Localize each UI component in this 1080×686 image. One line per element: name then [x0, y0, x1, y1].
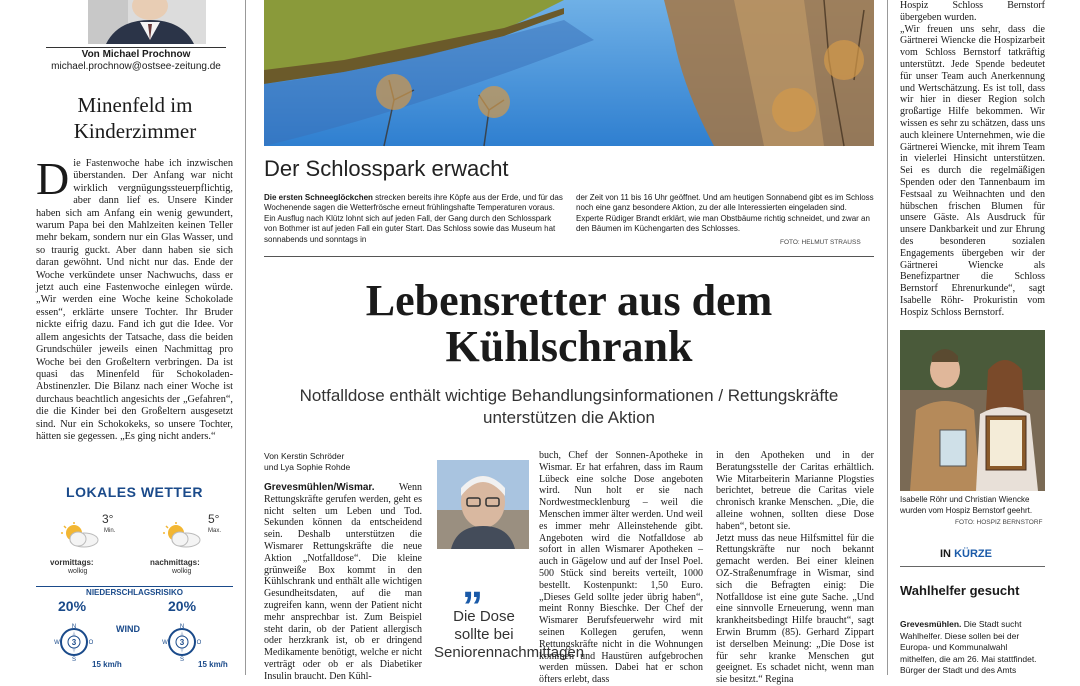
in-brief-divider — [900, 566, 1045, 567]
wind-speed-morning: 15 km/h — [92, 660, 122, 669]
wind-force-morning: 3 — [71, 638, 77, 647]
caption-lead: Die ersten Schneeglöckchen — [264, 193, 373, 202]
article-byline: Von Kerstin Schröder und Lya Sophie Rohde — [264, 451, 351, 472]
compass-n-label: N — [179, 624, 185, 630]
afternoon-period: nachmittags: — [150, 558, 200, 567]
quote-icon: „ — [462, 559, 483, 606]
local-weather-box — [36, 484, 233, 669]
caption-text: strecken bereits ihre Köpfe aus der Erde, und für das Wochenende sagen die Wetterfrösche erneut frühlingshafte Temperaturen voraus. Ein Ausflug nach Klütz lohnt sich auf jeden Fall, der Gang durch den Schlosspark von Bothmer ist auf jeden Fall ein guter Start. Das Schloss sowie das Museum hat sonnabends und sonntags in — [264, 193, 563, 244]
brief-dateline: Grevesmühlen. — [900, 619, 962, 629]
morning-condition: wolkig — [68, 568, 88, 575]
article-dateline: Grevesmühlen/Wismar. — [264, 482, 375, 493]
in-brief-label — [940, 548, 992, 560]
compass-morning-icon — [54, 622, 94, 662]
column-title: Minenfeld im Kinderzimmer — [73, 93, 197, 143]
column-body-text: ie Fastenwoche habe ich inzwischen überstanden. Der Anfang war nicht wirklich vergnügungssteuerpflichtig, aber dann lief es. Unsere Kinder haben sich am Anfang ein wenig gewundert, warum Papa bei den Mahlzeiten keinen Teller mehr bekam, sondern nur ein Glas Wasser, und so traurig guckt. Aber dann haben sie sich daran gewöhnt. Und nicht nur das. Ende der Woche verkündete unser Nachwuchs, dass er jetzt auch eine Fastenwoche einlegen würde. „Wir werden eine Woche keine Schokolade essen“, erklärte unsere Tochter. Ihr Bruder nickte eifrig dazu. Fand ich gut die Idee. Vor allem angesichts der Tatsache, dass die beiden Grundschüler jeweils einen Nachmittag pro Woche bei den Großeltern verbringen. Da ist quasi das Minenfeld für Schokoladen-Abstinenzler. Die Bilanz nach einer Woche ist durchaus beachtlich angesichts der „Gefahren“, die die Kinder bei den Großeltern ausgesetzt sind. Nur ein Schokokeks, so unsere Tochter, hätten sie gegessen. „Es ging nicht anders.“ — [36, 158, 233, 442]
photo-caption-left — [264, 193, 564, 245]
cloud-sun-icon — [60, 522, 100, 548]
article-column-4: in den Apotheken und in der Beratungsstelle der Caritas erhältlich. Wie Mitarbeiterin Marianne Plogsties berichtet, betreue die Caritas viele chronisch kranke Menschen. „Die, die alleine wohnen, sollten diese Dose haben“, betont sie. Jetzt muss das neue Hilfsmittel für die Rettungskräfte nur noch bekannt gemacht werden. Bei einer kleinen OZ-Straßenumfrage in Wismar, sind sich die Befragten einig: Die Notfalldose ist eine gute Sache. „Und eine sinnvolle Erneuerung, wenn man krankheitsbedingt Hilfe braucht“, sagt Erwin Brumm (85). Gerhard Zippart ist derselben Meinung: „Die Dose ist für sehr kranke Menschen gut geeignet. Es schadet nicht, wenn man sie besitzt.“ Regina — [716, 450, 874, 686]
hospiz-photo-credit: FOTO: HOSPIZ BERNSTORF — [955, 519, 1043, 526]
article-col1-text: Wenn Rettungskräfte gerufen werden, geht es nicht selten um Leben und Tod. Sekunden können da entscheidend sein. Deshalb unterstützen die Wismarer Rettungskräfte die neue Aktion „Notfalldose“. Die kleine grünweiße Box kommt in den Kühlschrank und enthält alle wichtigen Gesundheitsdaten, auf die man zugreifen kann, wenn der Patient nicht mehr ansprechbar ist. Zum Beispiel steht darin, ob der Patient allergisch oder herzkrank ist, ob er dringend Medikamente benötigt, welche er nicht verträgt oder ob er als Diabetiker Insulin braucht. Den Kühl- — [264, 482, 422, 682]
compass-afternoon-icon — [162, 622, 202, 662]
weather-afternoon — [136, 508, 232, 588]
wind-speed-afternoon: 15 km/h — [198, 660, 228, 669]
afternoon-temp-label: Max. — [208, 528, 222, 534]
senior-portrait — [437, 460, 529, 549]
precip-afternoon: 20% — [168, 598, 197, 614]
hospiz-photo — [900, 330, 1045, 491]
schlosspark-photo — [264, 0, 874, 146]
pull-quote: Die Dose sollte bei Seniorennachmittagen — [434, 608, 585, 661]
article-column-1 — [264, 482, 422, 683]
compass-w-label: W — [162, 640, 168, 646]
morning-period: vormittags: — [50, 558, 94, 567]
wind-force-afternoon: 3 — [179, 638, 185, 647]
precip-label: NIEDERSCHLAGSRISIKO — [36, 586, 233, 597]
column-divider — [245, 0, 246, 675]
in-brief-prefix: IN — [940, 548, 955, 560]
weather-morning — [36, 508, 132, 588]
article-headline: Lebensretter aus dem Kühlschrank — [365, 276, 773, 371]
compass-n-label: N — [71, 624, 77, 630]
author-portrait — [88, 0, 206, 44]
article-subhead: Notfalldose enthält wichtige Behandlungsinformationen / Rettungskräfte unterstützen die Aktion — [299, 386, 839, 427]
in-brief-accent: KÜRZE — [954, 548, 992, 560]
compass-o-label: O — [88, 640, 94, 646]
hospiz-article-text: Hospiz Schloss Bernstorf übergeben wurden. „Wir freuen uns sehr, dass die Gärtnerei Wiencke die Hospizarbeit vom Schloss Bernstorf tatkräftig unterstützt. Jede Spende bedeutet für unser Team auch Anerkennung und Wertschätzung. Es ist toll, dass wir hier in dieser Region solch großartige Hilfe bekommen. Wir wissen es sehr zu schätzen, dass uns auch kleinere Unternehmen, wie die Gärtnerei Wiencke, mit ihrem Team in vielerlei Hinsicht unterstützen. Sei es durch die regelmäßigen Spenden oder den Tannenbaum im Festsaal zu Weihnachten und den hübschen frischen Blumen für unsere Gäste. Als Ausdruck für unsere Dankbarkeit und zur Ehrung des besonderen sozialen Engagements übergeben wir der Gärtnerei Wiencke als Benefizpartner die Schloss Bernstorf Ehrenurkunde“, sagt Isabelle Röhr- Prokuristin vom Hospiz Schloss Bernstorf. — [900, 0, 1045, 318]
author-byline — [46, 47, 226, 73]
afternoon-temp: 5° — [208, 512, 220, 526]
author-name: Von Michael Prochnow — [81, 49, 191, 60]
photo-credit: FOTO: HELMUT STRAUSS — [780, 239, 861, 246]
hospiz-photo-caption: Isabelle Röhr und Christian Wiencke wurden vom Hospiz Bernstorf geehrt. — [900, 495, 1033, 515]
precip-morning: 20% — [58, 598, 87, 614]
weather-title: LOKALES WETTER — [66, 484, 203, 500]
morning-temp: 3° — [102, 512, 114, 526]
brief-body-text: Die Stadt sucht Wahlhelfer. Diese sollen bei der Europa- und Kommunalwahl mithelfen, die am 26. Mai stattfindet. Bürger der Stadt und des Amts — [900, 619, 1037, 675]
article-column-3: buch, Chef der Sonnen-Apotheke in Wismar. Er hat erfahren, dass im Raum Lübeck eine solche Dose angeboten wird. Nun holt er sie nach Nordwestmecklenburg – weil die Menschen immer älter werden. Und weil es immer mehr Alleinstehende gibt. Angeboten wird die Notfalldose ab sofort in allen Wismarer Apotheken – auch in Gägelow und auf der Insel Poel. 500 Stück sind bereits verteilt, 1000 bestellt. Kostenpunkt: 1,50 Euro. „Dieses Geld sollte jeder übrig haben“, meint Ronny Bieschke. Der Chef der Wismarer Berufsfeuerwehr wird mit seinen Kollegen gerufen, wenn Rettungskräfte nicht in die Wohnungen kommen und Haustüren aufgebrochen werden müssen. Dabei hat er schon öfters erlebt, dass — [539, 450, 703, 686]
compass-w-label: W — [54, 640, 60, 646]
compass-s-label: S — [71, 657, 77, 663]
brief-headline: Wahlhelfer gesucht — [900, 583, 1020, 598]
column-body — [36, 153, 233, 443]
photo-headline: Der Schlosspark erwacht — [264, 156, 509, 181]
dropcap: D — [36, 153, 70, 204]
author-email[interactable]: michael.prochnow@ostsee-zeitung.de — [51, 61, 221, 72]
compass-o-label: O — [196, 640, 202, 646]
compass-s-label: S — [179, 657, 185, 663]
column-divider — [887, 0, 888, 675]
photo-caption-right: der Zeit von 11 bis 16 Uhr geöffnet. Und am heutigen Sonnabend gibt es im Schloss noch eine ganz besondere Aktion, zu der alle Interessierten eingeladen sind. Experte Rüdiger Brandt erklärt, wie man Obstbäume richtig schneidet, und zwar an den Bäumen im Küchengarten des Schlosses. — [576, 193, 874, 234]
wind-label: WIND — [116, 624, 140, 634]
brief-body — [900, 619, 1045, 677]
morning-temp-label: Min. — [104, 528, 116, 534]
cloud-sun-icon — [162, 522, 202, 548]
section-divider — [264, 256, 874, 257]
afternoon-condition: wolkig — [172, 568, 192, 575]
